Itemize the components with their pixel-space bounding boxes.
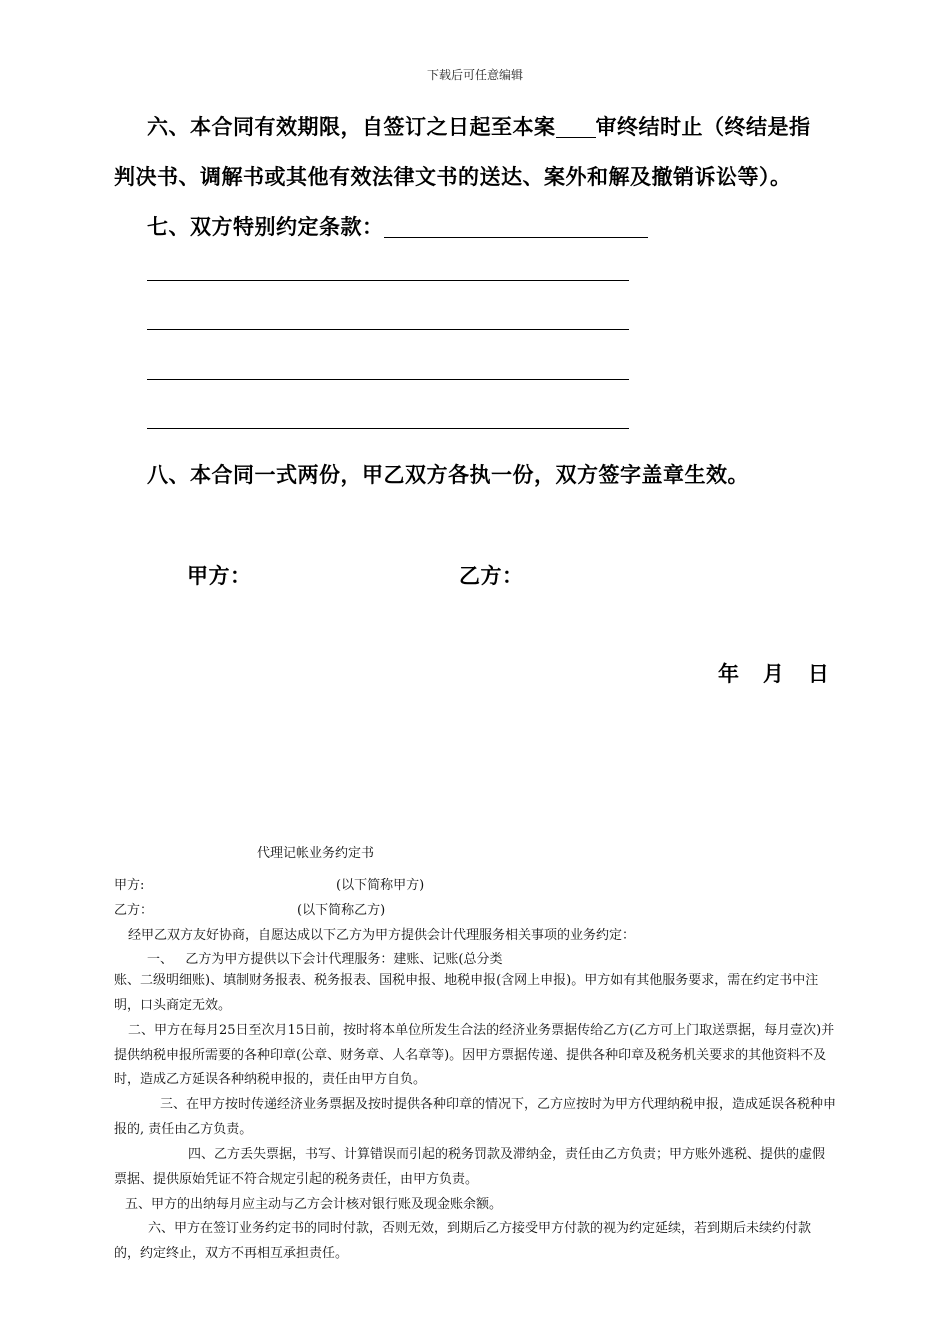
party-b-label: 乙方： — [114, 903, 154, 918]
page-header: 下载后可任意编辑 — [426, 68, 523, 82]
item-5-text: 五、甲方的出纳每月应主动与乙方会计核对银行账及现金账余额。 — [125, 1197, 503, 1212]
clause-7-line — [147, 211, 648, 241]
signature-date: 年 月 日 — [718, 662, 830, 686]
clause-8: 八、本合同一式两份，甲乙双方各执一份，双方签字盖章生效。 — [147, 463, 749, 487]
item-1-text: 账、二级明细账)、填制财务报表、税务报表、国税申报、地税申报(含网上申报)。甲方如有其他服务要求，需在约定书中注明，口头商定无效。 — [114, 973, 819, 1013]
clause-6-text-a: 六、本合同有效期限，自签订之日起至本案 — [147, 115, 556, 139]
item-2-text: 二、甲方在每月25日至次月15日前，按时将本单位所发生合法的经济业务票据传给乙方(乙方可上门取送票据，每月壹次)并提供纳税申报所需要的各种印章(公章、财务章、人名章等)。因甲方票据传递、提供各种印章及税务机关要求的其他资料不及时，造成乙方延误各种纳税申报的，责任由甲方自负。 — [114, 1023, 835, 1087]
item-4-text: 四、乙方丢失票据，书写、计算错误而引起的税务罚款及滞纳金，责任由乙方负责；甲方账外逃税、提供的虚假票据、提供原始凭证不符合规定引起的税务责任，由甲方负责。 — [114, 1147, 826, 1187]
clause-7-blank — [384, 217, 648, 238]
party-b-signature-label: 乙方： — [459, 564, 524, 588]
blank-rule-2 — [147, 329, 629, 330]
party-a-label: 甲方: — [114, 878, 145, 893]
agreement-title: 代理记帐业务约定书 — [257, 846, 375, 861]
clause-7-text: 七、双方特别约定条款： — [147, 215, 384, 239]
item-6-text: 六、甲方在签订业务约定书的同时付款，否则无效，到期后乙方接受甲方付款的视为约定延续，若到期后未续约付款的，约定终止，双方不再相互承担责任。 — [114, 1221, 812, 1261]
party-a-signature-label: 甲方： — [187, 564, 252, 588]
party-b-note: (以下简称乙方) — [297, 903, 386, 918]
intro-text: 经甲乙双方友好协商，自愿达成以下乙方为甲方提供会计代理服务相关事项的业务约定： — [128, 928, 636, 943]
clause-6-text-b: 审终结时止（终结是指 — [595, 115, 811, 139]
blank-rule-3 — [147, 379, 629, 380]
case-blank — [556, 117, 596, 138]
party-a-note: (以下简称甲方) — [336, 878, 425, 893]
blank-rule-1 — [147, 280, 629, 281]
item-3-text: 三、在甲方按时传递经济业务票据及按时提供各种印章的情况下，乙方应按时为甲方代理纳税申报，造成延误各税种申报的, 责任由乙方负责。 — [114, 1097, 837, 1137]
clause-6-line-2: 判决书、调解书或其他有效法律文书的送达、案外和解及撤销诉讼等）。 — [114, 165, 792, 189]
blank-rule-4 — [147, 428, 629, 429]
item-1-first-line: 一、 乙方为甲方提供以下会计代理服务：建账、记账(总分类 — [147, 952, 503, 967]
clause-6-line-1 — [147, 111, 811, 141]
